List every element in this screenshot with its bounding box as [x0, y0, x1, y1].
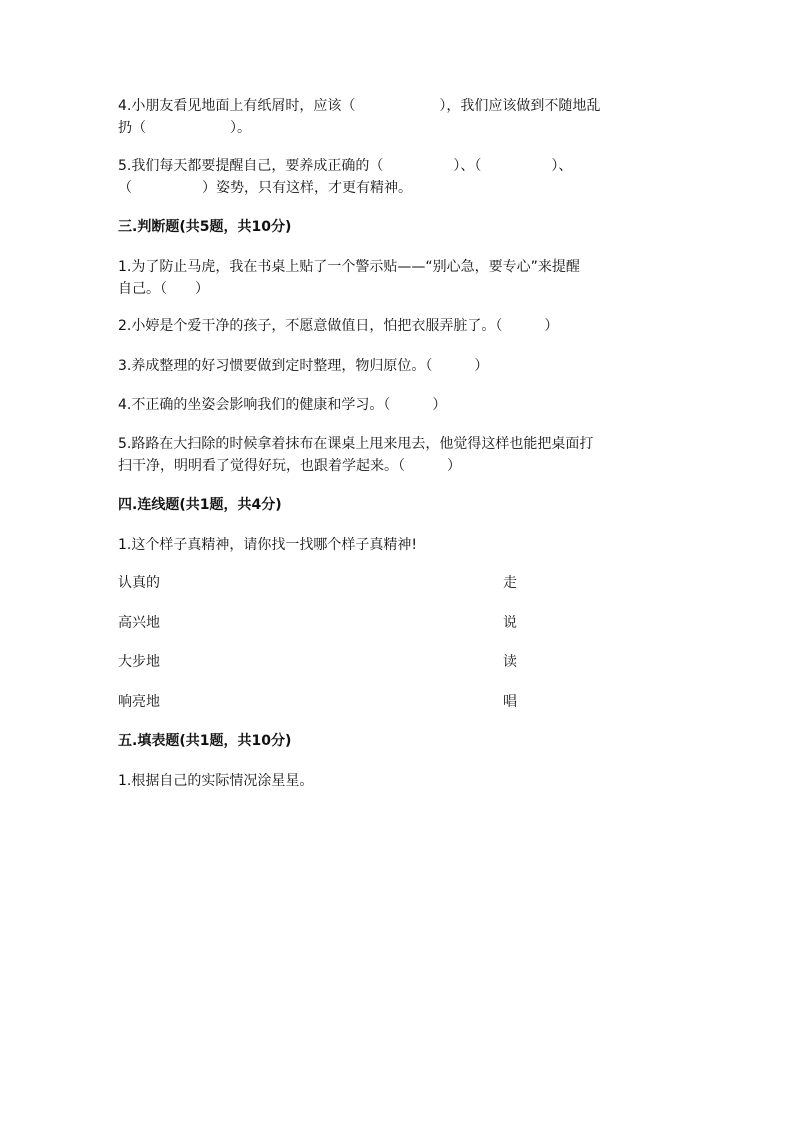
judge-question-3 [118, 355, 678, 377]
fill-question-4 [118, 95, 678, 139]
match-right-item: 唱 [503, 694, 517, 710]
match-right-item: 读 [503, 654, 517, 670]
judge-question-2 [118, 315, 678, 337]
judge-question-5 [118, 433, 678, 477]
section-3-heading: 三.判断题(共5题，共10分) [118, 219, 292, 235]
match-left-item: 高兴地 [118, 615, 160, 631]
judge-question-5-line1: 5.路路在大扫除的时候拿着抹布在课桌上甩来甩去，他觉得这样也能把桌面打 [118, 436, 594, 452]
fill-question-5 [118, 155, 678, 199]
judge-question-2-line1: 2.小婷是个爱干净的孩子，不愿意做值日，怕把衣服弄脏了。（ ） [118, 318, 559, 334]
judge-question-1 [118, 256, 678, 300]
fill-question-4-line1: 4.小朋友看见地面上有纸屑时，应该（ ），我们应该做到不随地乱 [118, 98, 601, 114]
match-question-1: 1.这个样子真精神，请你找一找哪个样子真精神! [118, 537, 417, 553]
match-left-item: 认真的 [118, 575, 160, 591]
table-question-1: 1.根据自己的实际情况涂星星。 [118, 773, 314, 789]
judge-question-3-line1: 3.养成整理的好习惯要做到定时整理，物归原位。（ ） [118, 358, 489, 374]
judge-question-1-line2: 自己。（ ） [118, 281, 209, 297]
match-left-item: 响亮地 [118, 694, 160, 710]
match-right-item: 走 [503, 575, 517, 591]
section-4-heading: 四.连线题(共1题，共4分) [118, 497, 282, 513]
judge-question-4-line1: 4.不正确的坐姿会影响我们的健康和学习。（ ） [118, 397, 447, 413]
section-5-heading: 五.填表题(共1题，共10分) [118, 733, 292, 749]
fill-question-5-line1: 5.我们每天都要提醒自己，要养成正确的（ ）、（ ）、 [118, 158, 573, 174]
fill-question-5-line2: （ ）姿势，只有这样，才更有精神。 [118, 180, 412, 196]
judge-question-4 [118, 394, 678, 416]
match-left-item: 大步地 [118, 654, 160, 670]
judge-question-5-line2: 扫干净，明明看了觉得好玩，也跟着学起来。（ ） [118, 458, 461, 474]
match-right-item: 说 [503, 615, 517, 631]
judge-question-1-line1: 1.为了防止马虎，我在书桌上贴了一个警示贴——“别心急，要专心”来提醒 [118, 259, 580, 275]
fill-question-4-line2: 扔（ ）。 [118, 120, 251, 136]
